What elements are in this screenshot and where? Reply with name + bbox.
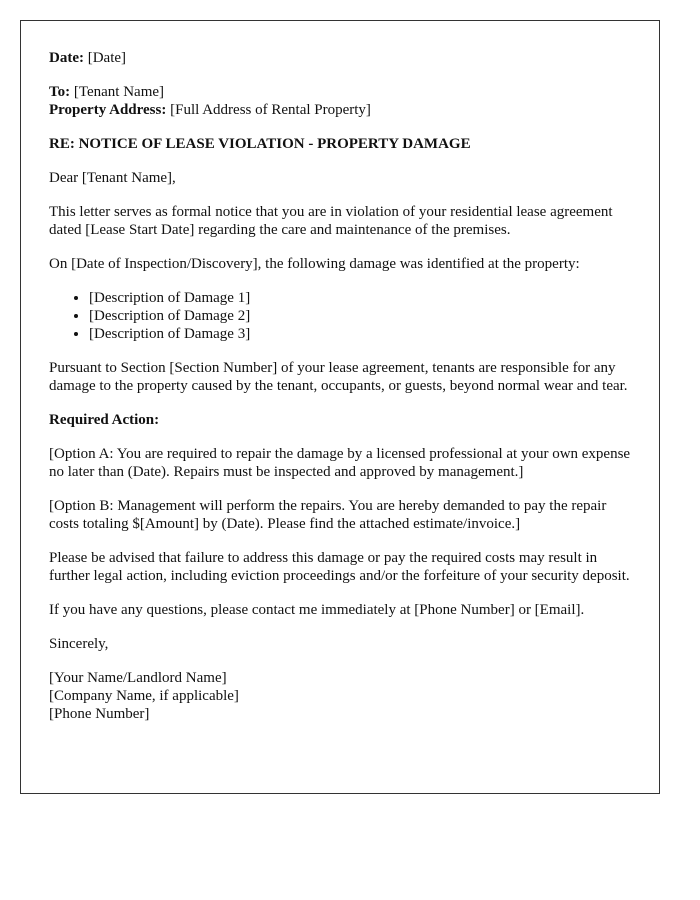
salutation: Dear [Tenant Name], <box>49 170 176 186</box>
property-address-label: Property Address: <box>49 102 167 118</box>
pursuant-paragraph: Pursuant to Section [Section Number] of your lease agreement, tenants are responsible for any damage to the property caused by the tenant, occupants, or guests, beyond normal wear and tear. <box>49 360 628 394</box>
required-action-heading: Required Action: <box>49 412 160 428</box>
contact-paragraph: If you have any questions, please contact me immediately at [Phone Number] or [Email]. <box>49 602 585 618</box>
damage-item: • [Description of Damage 3] <box>89 325 631 343</box>
to-line <box>49 83 631 101</box>
damage-item: • [Description of Damage 1] <box>89 289 631 307</box>
letter-page <box>20 20 660 794</box>
subject-line: RE: NOTICE OF LEASE VIOLATION - PROPERTY DAMAGE <box>49 136 471 152</box>
option-a-paragraph: [Option A: You are required to repair the damage by a licensed professional at your own expense no later than (Date). Repairs must be inspected and approved by management.] <box>49 446 631 480</box>
damage-list <box>49 289 631 343</box>
to-value: [Tenant Name] <box>73 84 165 100</box>
signature-phone: [Phone Number] <box>49 706 150 722</box>
date-value: [Date] <box>87 50 127 66</box>
recipient-block <box>49 83 631 119</box>
signature-block <box>49 669 631 723</box>
property-address-line <box>49 101 631 119</box>
option-b-paragraph: [Option B: Management will perform the repairs. You are hereby demanded to pay the repair costs totaling $[Amount] by (Date). Please find the attached estimate/invoice.] <box>49 498 607 532</box>
damage-item: • [Description of Damage 2] <box>89 307 631 325</box>
date-line <box>49 49 631 67</box>
date-label: Date: <box>49 50 84 66</box>
intro-paragraph: This letter serves as formal notice that you are in violation of your residential lease agreement dated [Lease Start Date] regarding the care and maintenance of the premises. <box>49 204 613 238</box>
inspection-paragraph: On [Date of Inspection/Discovery], the following damage was identified at the property: <box>49 256 580 272</box>
signature-name: [Your Name/Landlord Name] <box>49 670 227 686</box>
to-label: To: <box>49 84 71 100</box>
closing: Sincerely, <box>49 636 109 652</box>
property-address-value: [Full Address of Rental Property] <box>170 102 371 118</box>
signature-company: [Company Name, if applicable] <box>49 688 239 704</box>
warning-paragraph: Please be advised that failure to address this damage or pay the required costs may result in further legal action, including eviction proceedings and/or the forfeiture of your security deposit. <box>49 550 630 584</box>
